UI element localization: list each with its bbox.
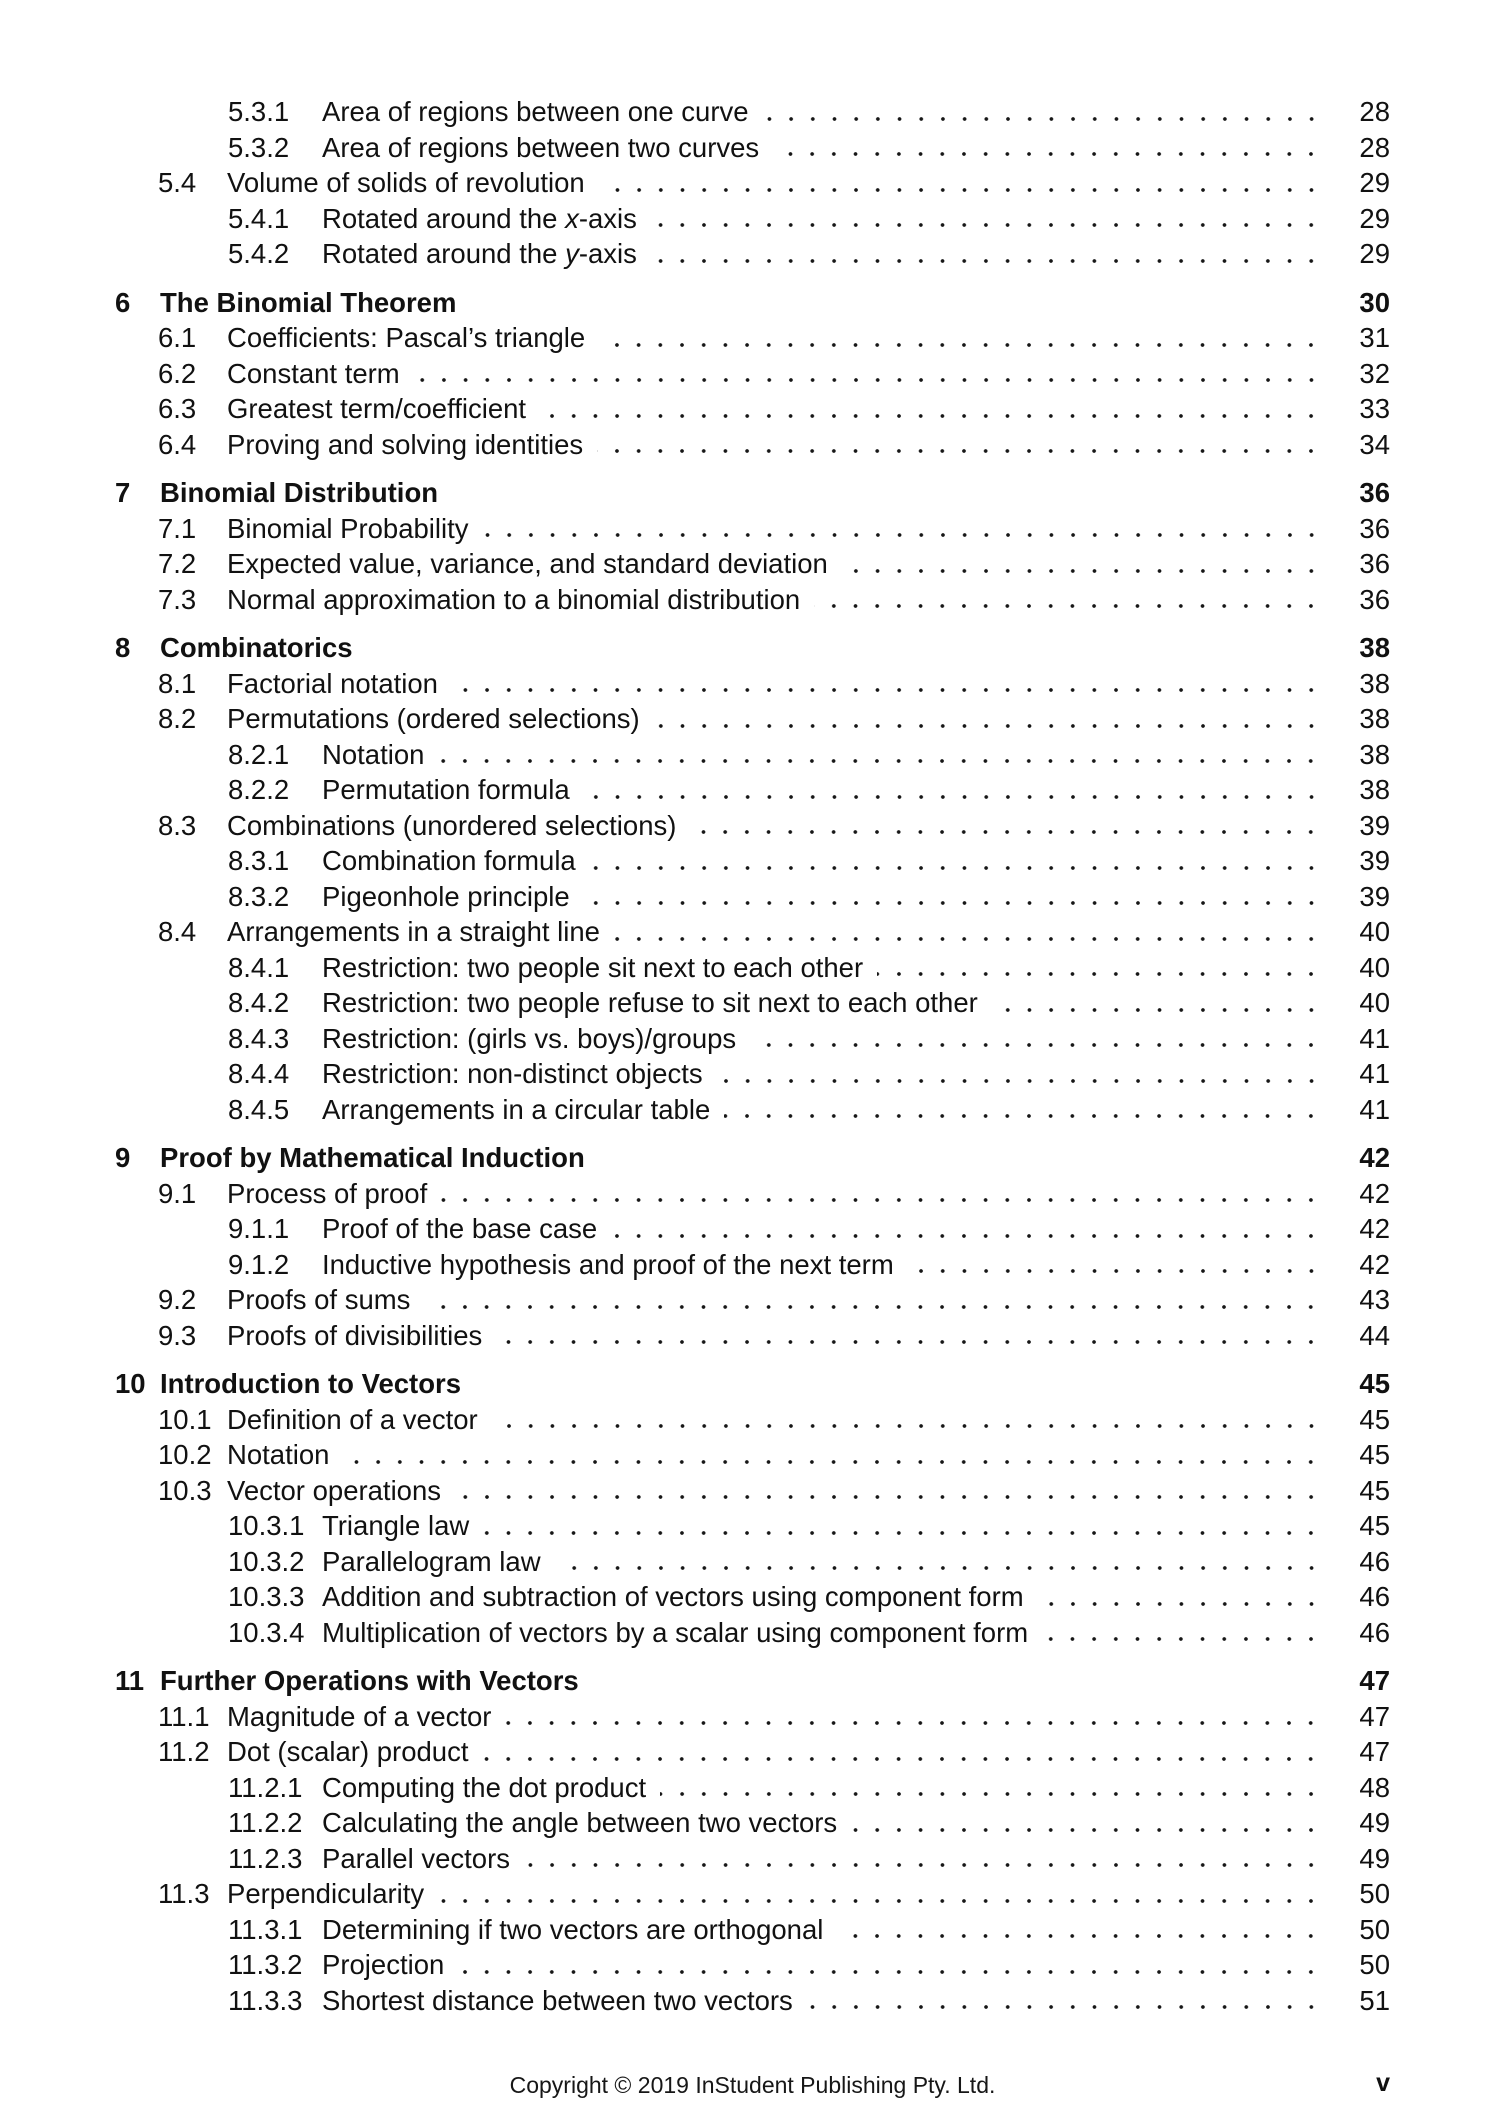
toc-entry-7-2 xyxy=(0,546,1500,582)
toc-entry-title: Addition and subtraction of vectors using component form xyxy=(322,1581,1024,1612)
toc-entry-title: Binomial Distribution xyxy=(160,477,439,508)
toc-entry-number: 10.3 xyxy=(158,1474,212,1506)
toc-entry-title: Perpendicularity xyxy=(227,1878,425,1909)
toc-entry-8-4-3 xyxy=(0,1021,1500,1057)
toc-entry-title: Restriction: two people refuse to sit next to each other xyxy=(322,987,978,1018)
dot-leader xyxy=(540,391,1322,427)
toc-entry-10-3-3 xyxy=(0,1579,1500,1615)
dot-leader xyxy=(470,285,1322,321)
toc-entry-5-3-1 xyxy=(0,94,1500,130)
toc-entry-10-2 xyxy=(0,1437,1500,1473)
toc-entry-page: 30 xyxy=(1359,286,1390,318)
toc-entry-page: 39 xyxy=(1359,880,1390,912)
toc-entry-title: Combinations (unordered selections) xyxy=(227,809,677,841)
dot-leader xyxy=(367,630,1322,666)
toc-entry-title: Projection xyxy=(322,1949,445,1980)
dot-leader xyxy=(482,1734,1322,1770)
dot-leader xyxy=(458,1947,1322,1983)
toc-entry-8-3-1 xyxy=(0,843,1500,879)
toc-entry-page: 28 xyxy=(1359,131,1390,163)
toc-entry-title: Inductive hypothesis and proof of the next term xyxy=(322,1248,894,1280)
toc-entry-page: 29 xyxy=(1359,238,1390,269)
toc-entry-page: 41 xyxy=(1359,1093,1390,1125)
toc-entry-page: 45 xyxy=(1359,1368,1390,1399)
dot-leader xyxy=(599,165,1322,201)
toc-entry-page: 50 xyxy=(1359,1949,1390,1980)
toc-entry-6-2 xyxy=(0,356,1500,392)
toc-entry-title: Constant term xyxy=(227,357,400,389)
toc-entry-8-4 xyxy=(0,914,1500,950)
dot-leader xyxy=(438,1876,1322,1912)
dot-leader xyxy=(807,1983,1322,2019)
toc-entry-page: 36 xyxy=(1359,548,1390,579)
toc-entry-number: 11.2 xyxy=(158,1736,210,1767)
toc-entry-title: Factorial notation xyxy=(227,667,438,699)
toc-entry-11-2-1 xyxy=(0,1770,1500,1806)
toc-entry-11-3 xyxy=(0,1876,1500,1912)
toc-entry-page: 46 xyxy=(1359,1545,1390,1577)
toc-entry-title: Normal approximation to a binomial distribution xyxy=(227,583,801,615)
toc-entry-number: 11 xyxy=(115,1665,145,1696)
toc-entry-page: 42 xyxy=(1359,1248,1390,1280)
dot-leader xyxy=(614,914,1322,950)
toc-entry-8-3 xyxy=(0,808,1500,844)
toc-entry-page: 29 xyxy=(1359,167,1390,198)
toc-entry-8-2-2 xyxy=(0,772,1500,808)
toc-entry-page: 47 xyxy=(1359,1736,1390,1767)
toc-entry-number: 11.3 xyxy=(158,1878,210,1909)
toc-entry-8-4-2 xyxy=(0,985,1500,1021)
toc-entry-number: 9.2 xyxy=(158,1284,197,1315)
dot-leader xyxy=(441,1176,1322,1212)
dot-leader xyxy=(651,201,1322,237)
toc-entry-title: Multiplication of vectors by a scalar using component form xyxy=(322,1616,1029,1648)
toc-entry-page: 40 xyxy=(1359,916,1390,947)
dot-leader xyxy=(452,666,1322,702)
toc-entry-title: Area of regions between one curve xyxy=(322,96,749,127)
toc-entry-number: 7.2 xyxy=(158,548,197,579)
dot-leader xyxy=(524,1841,1322,1877)
toc-entry-11-2-3 xyxy=(0,1841,1500,1877)
toc-entry-9-2 xyxy=(0,1282,1500,1318)
toc-entry-10-3 xyxy=(0,1473,1500,1509)
toc-entry-title: Restriction: two people sit next to each other xyxy=(322,951,864,983)
toc-entry-page: 48 xyxy=(1359,1771,1390,1803)
toc-entry-number: 10.3.4 xyxy=(228,1616,305,1648)
dot-leader xyxy=(496,1318,1322,1354)
dot-leader xyxy=(452,475,1322,511)
toc-entry-page: 46 xyxy=(1359,1581,1390,1612)
dot-leader xyxy=(455,1473,1322,1509)
toc-entry-title: The Binomial Theorem xyxy=(160,286,457,318)
toc-entry-number: 8.3 xyxy=(158,809,197,841)
toc-entry-number: 11.3.1 xyxy=(228,1913,303,1945)
toc-entry-number: 8.4.1 xyxy=(228,951,290,983)
toc-entry-number: 8.4 xyxy=(158,916,197,947)
toc-entry-number: 10.1 xyxy=(158,1403,212,1435)
dot-leader xyxy=(599,320,1322,356)
toc-entry-title: Proving and solving identities xyxy=(227,428,584,460)
toc-entry-11-2 xyxy=(0,1734,1500,1770)
dot-leader xyxy=(597,427,1322,463)
dot-leader xyxy=(424,1282,1322,1318)
toc-entry-page: 42 xyxy=(1359,1213,1390,1244)
toc-entry-title: Arrangements in a circular table xyxy=(322,1093,711,1125)
toc-entry-title: Notation xyxy=(227,1439,330,1470)
toc-entry-title: Magnitude of a vector xyxy=(227,1700,492,1732)
dot-leader xyxy=(773,130,1322,166)
toc-entry-title: Definition of a vector xyxy=(227,1403,478,1435)
dot-leader xyxy=(1038,1579,1322,1615)
toc-entry-title: Rotated around the x-axis xyxy=(322,202,637,234)
toc-entry-8 xyxy=(0,630,1500,666)
toc-entry-number: 5.3.2 xyxy=(228,131,290,163)
toc-entry-title: Parallel vectors xyxy=(322,1842,510,1874)
toc-entry-page: 36 xyxy=(1359,477,1390,508)
toc-entry-title: Restriction: (girls vs. boys)/groups xyxy=(322,1022,737,1054)
toc-entry-9 xyxy=(0,1140,1500,1176)
toc-entry-6-1 xyxy=(0,320,1500,356)
dot-leader xyxy=(505,1699,1322,1735)
toc-entry-page: 38 xyxy=(1359,774,1390,805)
toc-entry-11-2-2 xyxy=(0,1805,1500,1841)
toc-entry-number: 8.2 xyxy=(158,703,197,734)
toc-entry-page: 47 xyxy=(1359,1665,1390,1696)
toc-entry-page: 31 xyxy=(1359,322,1390,353)
toc-entry-title: Determining if two vectors are orthogonal xyxy=(322,1913,824,1945)
toc-entry-page: 42 xyxy=(1359,1177,1390,1209)
toc-entry-page: 36 xyxy=(1359,583,1390,615)
toc-entry-page: 38 xyxy=(1359,667,1390,699)
toc-entry-page: 50 xyxy=(1359,1913,1390,1945)
toc-entry-10-3-2 xyxy=(0,1544,1500,1580)
dot-leader xyxy=(343,1437,1322,1473)
dot-leader xyxy=(837,1912,1322,1948)
toc-entry-title: Expected value, variance, and standard deviation xyxy=(227,548,828,579)
toc-entry-page: 39 xyxy=(1359,809,1390,841)
toc-entry-title: Proof of the base case xyxy=(322,1213,598,1244)
toc-entry-title: Restriction: non-distinct objects xyxy=(322,1058,703,1089)
toc-entry-number: 8.4.4 xyxy=(228,1058,290,1089)
toc-entry-page: 41 xyxy=(1359,1058,1390,1089)
toc-entry-5-4-1 xyxy=(0,201,1500,237)
toc-entry-page: 50 xyxy=(1359,1878,1390,1909)
toc-entry-page: 47 xyxy=(1359,1700,1390,1732)
dot-leader xyxy=(475,1366,1322,1402)
toc-entry-11-3-3 xyxy=(0,1983,1500,2019)
toc-entry-page: 38 xyxy=(1359,703,1390,734)
toc-entry-number: 8.4.2 xyxy=(228,987,290,1018)
toc-entry-number: 5.3.1 xyxy=(228,96,290,127)
toc-entry-title: Computing the dot product xyxy=(322,1771,647,1803)
toc-entry-title: Coefficients: Pascal’s triangle xyxy=(227,322,586,353)
dot-leader xyxy=(599,1140,1322,1176)
toc-entry-title: Shortest distance between two vectors xyxy=(322,1984,793,2016)
toc-entry-page: 36 xyxy=(1359,512,1390,544)
toc-entry-page: 45 xyxy=(1359,1439,1390,1470)
toc-entry-number: 8.4.3 xyxy=(228,1022,290,1054)
dot-leader xyxy=(842,546,1322,582)
dot-leader xyxy=(438,737,1322,773)
toc-entry-11-3-1 xyxy=(0,1912,1500,1948)
toc-entry-11 xyxy=(0,1663,1500,1699)
toc-entry-number: 10.2 xyxy=(158,1439,212,1470)
toc-entry-6 xyxy=(0,285,1500,321)
toc-entry-title: Area of regions between two curves xyxy=(322,131,760,163)
toc-entry-number: 5.4.2 xyxy=(228,238,290,269)
dot-leader xyxy=(651,236,1322,272)
toc-entry-title: Arrangements in a straight line xyxy=(227,916,600,947)
toc-entry-10-3-4 xyxy=(0,1615,1500,1651)
toc-entry-number: 8 xyxy=(115,632,131,663)
dot-leader xyxy=(483,1508,1322,1544)
toc-entry-number: 6.4 xyxy=(158,428,197,460)
toc-entry-page: 45 xyxy=(1359,1403,1390,1435)
dot-leader xyxy=(750,1021,1322,1057)
toc-entry-title: Parallelogram law xyxy=(322,1545,541,1577)
toc-entry-10-3-1 xyxy=(0,1508,1500,1544)
toc-entry-number: 8.2.2 xyxy=(228,774,290,805)
toc-entry-page: 40 xyxy=(1359,951,1390,983)
dot-leader xyxy=(611,1211,1322,1247)
dot-leader xyxy=(763,94,1322,130)
toc-entry-5-3-2 xyxy=(0,130,1500,166)
toc-entry-page: 41 xyxy=(1359,1022,1390,1054)
dot-leader xyxy=(590,843,1322,879)
toc-entry-page: 43 xyxy=(1359,1284,1390,1315)
dot-leader xyxy=(690,808,1322,844)
toc-entry-7-3 xyxy=(0,582,1500,618)
toc-entry-title: Proofs of sums xyxy=(227,1284,411,1315)
toc-entry-number: 5.4.1 xyxy=(228,202,290,234)
toc-entry-8-2 xyxy=(0,701,1500,737)
dot-leader xyxy=(717,1056,1322,1092)
toc-entry-title: Notation xyxy=(322,738,425,770)
toc-entry-title: Permutation formula xyxy=(322,774,570,805)
toc-entry-number: 11.2.1 xyxy=(228,1771,303,1803)
toc-entry-page: 44 xyxy=(1359,1319,1390,1351)
dot-leader xyxy=(414,356,1322,392)
toc-entry-page: 49 xyxy=(1359,1807,1390,1838)
toc-entry-number: 6.2 xyxy=(158,357,197,389)
toc-entry-number: 6.3 xyxy=(158,393,197,424)
toc-entry-8-2-1 xyxy=(0,737,1500,773)
toc-entry-number: 10.3.3 xyxy=(228,1581,305,1612)
toc-entry-page: 49 xyxy=(1359,1842,1390,1874)
toc-entry-number: 9.1.1 xyxy=(228,1213,290,1244)
toc-entry-title: Calculating the angle between two vectors xyxy=(322,1807,838,1838)
toc-entry-9-1 xyxy=(0,1176,1500,1212)
dot-leader xyxy=(483,511,1323,547)
toc-entry-number: 11.2.3 xyxy=(228,1842,303,1874)
toc-entry-page: 38 xyxy=(1359,738,1390,770)
toc-entry-5-4 xyxy=(0,165,1500,201)
toc-entry-page: 42 xyxy=(1359,1142,1390,1173)
toc-entry-number: 9.3 xyxy=(158,1319,197,1351)
toc-entry-title: Volume of solids of revolution xyxy=(227,167,585,198)
toc-entry-page: 33 xyxy=(1359,393,1390,424)
toc-entry-title: Vector operations xyxy=(227,1474,442,1506)
toc-entry-page: 28 xyxy=(1359,96,1390,127)
toc-entry-number: 5.4 xyxy=(158,167,197,198)
toc-entry-page: 40 xyxy=(1359,987,1390,1018)
toc-entry-title: Greatest term/coefficient xyxy=(227,393,527,424)
toc-entry-title: Binomial Probability xyxy=(227,512,469,544)
toc-entry-number: 7.1 xyxy=(158,512,197,544)
toc-entry-title: Introduction to Vectors xyxy=(160,1368,461,1399)
dot-leader xyxy=(908,1247,1322,1283)
toc-entry-number: 9 xyxy=(115,1142,131,1173)
toc-entry-9-1-2 xyxy=(0,1247,1500,1283)
footer-copyright: Copyright © 2019 InStudent Publishing Pty. Ltd. xyxy=(509,2072,996,2098)
toc-entry-page: 38 xyxy=(1359,632,1390,663)
toc-entry-title: Further Operations with Vectors xyxy=(160,1665,579,1696)
toc-entry-6-3 xyxy=(0,391,1500,427)
toc-entry-5-4-2 xyxy=(0,236,1500,272)
toc-entry-8-4-4 xyxy=(0,1056,1500,1092)
toc-entry-6-4 xyxy=(0,427,1500,463)
toc-entry-page: 29 xyxy=(1359,202,1390,234)
toc-entry-title: Process of proof xyxy=(227,1177,428,1209)
dot-leader xyxy=(724,1092,1322,1128)
toc-entry-page: 51 xyxy=(1359,1984,1390,2016)
toc-entry-9-3 xyxy=(0,1318,1500,1354)
toc-entry-title: Combinatorics xyxy=(160,632,353,663)
dot-leader xyxy=(492,1402,1322,1438)
toc-entry-number: 9.1 xyxy=(158,1177,197,1209)
toc-entry-number: 8.4.5 xyxy=(228,1093,290,1125)
toc-entry-8-4-1 xyxy=(0,950,1500,986)
dot-leader xyxy=(851,1805,1322,1841)
toc-entry-8-3-2 xyxy=(0,879,1500,915)
dot-leader xyxy=(660,1770,1322,1806)
dot-leader xyxy=(814,582,1322,618)
toc-entry-number: 11.3.3 xyxy=(228,1984,303,2016)
toc-entry-number: 11.3.2 xyxy=(228,1949,303,1980)
toc-entry-page: 46 xyxy=(1359,1616,1390,1648)
toc-entry-11-1 xyxy=(0,1699,1500,1735)
toc-entry-11-3-2 xyxy=(0,1947,1500,1983)
toc-entry-title: Permutations (ordered selections) xyxy=(227,703,640,734)
dot-leader xyxy=(654,701,1322,737)
toc-entry-title: Dot (scalar) product xyxy=(227,1736,469,1767)
toc-entry-title: Rotated around the y-axis xyxy=(322,238,637,269)
toc-entry-title: Triangle law xyxy=(322,1510,470,1541)
toc-entry-number: 7 xyxy=(115,477,131,508)
toc-entry-number: 6 xyxy=(115,286,131,318)
toc-entry-page: 39 xyxy=(1359,845,1390,876)
toc-entry-number: 10.3.1 xyxy=(228,1510,305,1541)
footer-page-number: v xyxy=(1376,2069,1390,2097)
toc-entry-page: 32 xyxy=(1359,357,1390,389)
toc-entry-10 xyxy=(0,1366,1500,1402)
toc-entry-title: Combination formula xyxy=(322,845,576,876)
toc-entry-number: 10.3.2 xyxy=(228,1545,305,1577)
dot-leader xyxy=(584,772,1322,808)
toc-entry-8-4-5 xyxy=(0,1092,1500,1128)
toc-entry-page: 45 xyxy=(1359,1510,1390,1541)
toc-entry-7-1 xyxy=(0,511,1500,547)
toc-entry-9-1-1 xyxy=(0,1211,1500,1247)
dot-leader xyxy=(555,1544,1322,1580)
toc-entry-title: Proof by Mathematical Induction xyxy=(160,1142,585,1173)
toc-entry-number: 8.1 xyxy=(158,667,197,699)
toc-entry-number: 9.1.2 xyxy=(228,1248,290,1280)
toc-entry-number: 11.2.2 xyxy=(228,1807,303,1838)
toc-entry-number: 8.3.2 xyxy=(228,880,290,912)
toc-entry-number: 7.3 xyxy=(158,583,197,615)
toc-entry-number: 11.1 xyxy=(158,1700,210,1732)
dot-leader xyxy=(877,950,1322,986)
dot-leader xyxy=(584,879,1322,915)
toc-entry-10-1 xyxy=(0,1402,1500,1438)
toc-entry-8-1 xyxy=(0,666,1500,702)
toc-entry-number: 8.3.1 xyxy=(228,845,290,876)
dot-leader xyxy=(1042,1615,1322,1651)
toc-entry-number: 8.2.1 xyxy=(228,738,290,770)
toc-entry-7 xyxy=(0,475,1500,511)
toc-entry-page: 34 xyxy=(1359,428,1390,460)
toc-entry-page: 45 xyxy=(1359,1474,1390,1506)
toc-entry-number: 6.1 xyxy=(158,322,197,353)
dot-leader xyxy=(593,1663,1322,1699)
toc-entry-title: Pigeonhole principle xyxy=(322,880,570,912)
toc-entry-title: Proofs of divisibilities xyxy=(227,1319,483,1351)
toc-entry-number: 10 xyxy=(115,1368,146,1399)
dot-leader xyxy=(992,985,1322,1021)
